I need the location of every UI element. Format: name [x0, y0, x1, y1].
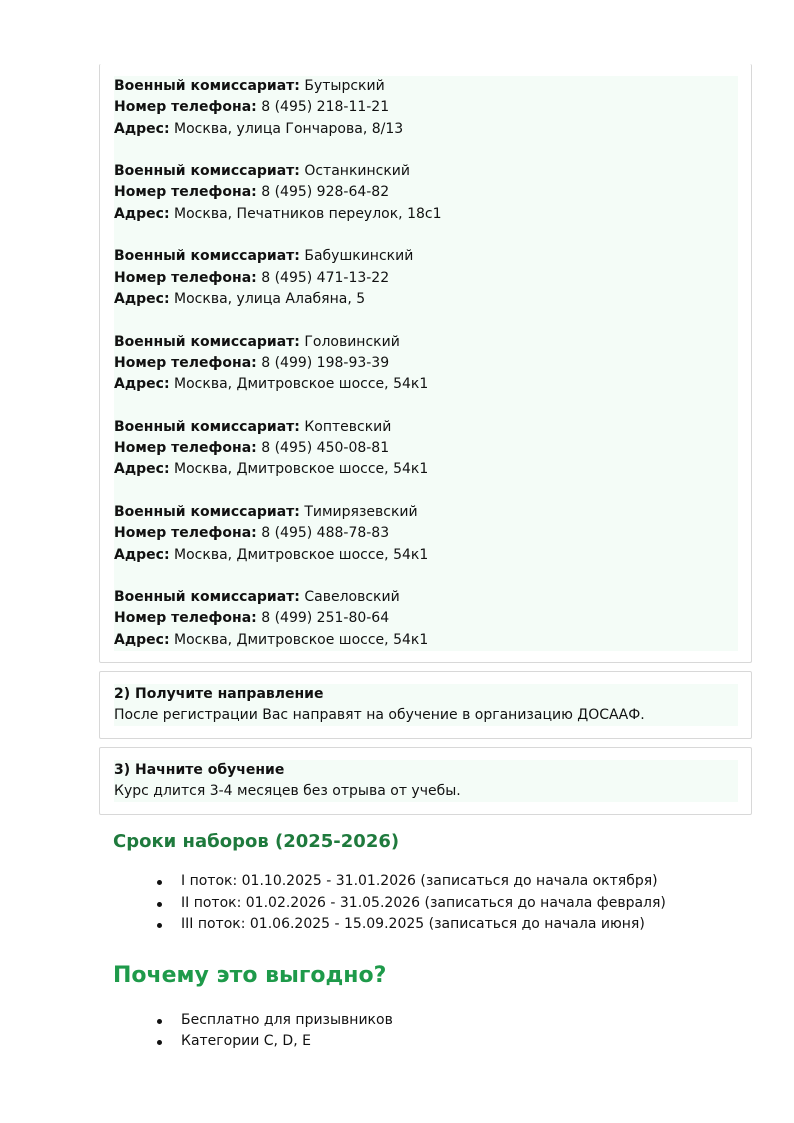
- step-content: [114, 684, 738, 726]
- office-address: Москва, Дмитровское шоссе, 54к1: [174, 546, 429, 563]
- schedule-heading: Сроки наборов (2025-2026): [113, 831, 400, 852]
- office-address: Москва, улица Гончарова, 8/13: [174, 120, 404, 137]
- office-name: Бабушкинский: [304, 248, 414, 265]
- office-phone: 8 (495) 471-13-22: [261, 269, 390, 286]
- office-phone: 8 (495) 488-78-83: [261, 525, 390, 542]
- office-address: Москва, Печатников переулок, 18с1: [174, 205, 442, 222]
- office-label: Военный комиссариат:: [114, 248, 300, 265]
- office-label: Военный комиссариат:: [114, 333, 300, 350]
- offices-list: [114, 76, 738, 651]
- office-entry: [114, 246, 738, 310]
- office-phone: 8 (499) 198-93-39: [261, 354, 390, 371]
- office-address: Москва, улица Алабяна, 5: [174, 290, 366, 307]
- address-label: Адрес:: [114, 290, 170, 307]
- address-label: Адрес:: [114, 120, 170, 137]
- step-title: 3) Начните обучение: [114, 762, 285, 778]
- office-label: Военный комиссариат:: [114, 78, 300, 94]
- address-label: Адрес:: [114, 461, 170, 478]
- address-label: Адрес:: [114, 376, 170, 393]
- benefits-heading: Почему это выгодно?: [113, 962, 387, 988]
- office-name: Тимирязевский: [304, 503, 418, 520]
- step-title: 2) Получите направление: [114, 686, 324, 702]
- office-name: Бутырский: [304, 78, 385, 94]
- benefits-list: [99, 1010, 752, 1053]
- office-label: Военный комиссариат:: [114, 163, 300, 180]
- office-name: Савеловский: [304, 589, 400, 606]
- list-item: I поток: 01.10.2025 - 31.01.2026 (записаться до начала октября): [181, 871, 752, 893]
- phone-label: Номер телефона:: [114, 440, 257, 457]
- office-entry: [114, 502, 738, 566]
- phone-label: Номер телефона:: [114, 99, 257, 116]
- address-label: Адрес:: [114, 205, 170, 222]
- phone-label: Номер телефона:: [114, 184, 257, 201]
- office-entry: [114, 161, 738, 225]
- phone-label: Номер телефона:: [114, 525, 257, 542]
- address-label: Адрес:: [114, 546, 170, 563]
- list-item: III поток: 01.06.2025 - 15.09.2025 (записаться до начала июня): [181, 914, 752, 936]
- office-address: Москва, Дмитровское шоссе, 54к1: [174, 376, 429, 393]
- step-text: После регистрации Вас направят на обучение в организацию ДОСААФ.: [114, 707, 645, 723]
- phone-label: Номер телефона:: [114, 354, 257, 371]
- office-phone: 8 (495) 218-11-21: [261, 99, 390, 116]
- office-address: Москва, Дмитровское шоссе, 54к1: [174, 461, 429, 478]
- offices-card: [99, 64, 752, 663]
- phone-label: Номер телефона:: [114, 610, 257, 627]
- office-phone: 8 (495) 450-08-81: [261, 440, 390, 457]
- step-text: Курс длится 3-4 месяцев без отрыва от учебы.: [114, 783, 461, 799]
- office-phone: 8 (495) 928-64-82: [261, 184, 390, 201]
- office-entry: [114, 76, 738, 140]
- office-label: Военный комиссариат:: [114, 589, 300, 606]
- step-card-training: [99, 747, 752, 815]
- office-entry: [114, 587, 738, 651]
- step-content: [114, 760, 738, 802]
- office-address: Москва, Дмитровское шоссе, 54к1: [174, 631, 429, 648]
- list-item: Категории C, D, E: [181, 1031, 752, 1053]
- office-name: Останкинский: [304, 163, 411, 180]
- phone-label: Номер телефона:: [114, 269, 257, 286]
- list-item: Бесплатно для призывников: [181, 1010, 752, 1032]
- office-label: Военный комиссариат:: [114, 503, 300, 520]
- office-name: Головинский: [304, 333, 400, 350]
- office-phone: 8 (499) 251-80-64: [261, 610, 390, 627]
- page-content: [99, 0, 752, 1053]
- address-label: Адрес:: [114, 631, 170, 648]
- list-item: II поток: 01.02.2026 - 31.05.2026 (записаться до начала февраля): [181, 893, 752, 915]
- step-card-referral: [99, 671, 752, 739]
- office-entry: [114, 417, 738, 481]
- office-label: Военный комиссариат:: [114, 418, 300, 435]
- schedule-list: [99, 871, 752, 936]
- office-entry: [114, 332, 738, 396]
- office-name: Коптевский: [304, 418, 392, 435]
